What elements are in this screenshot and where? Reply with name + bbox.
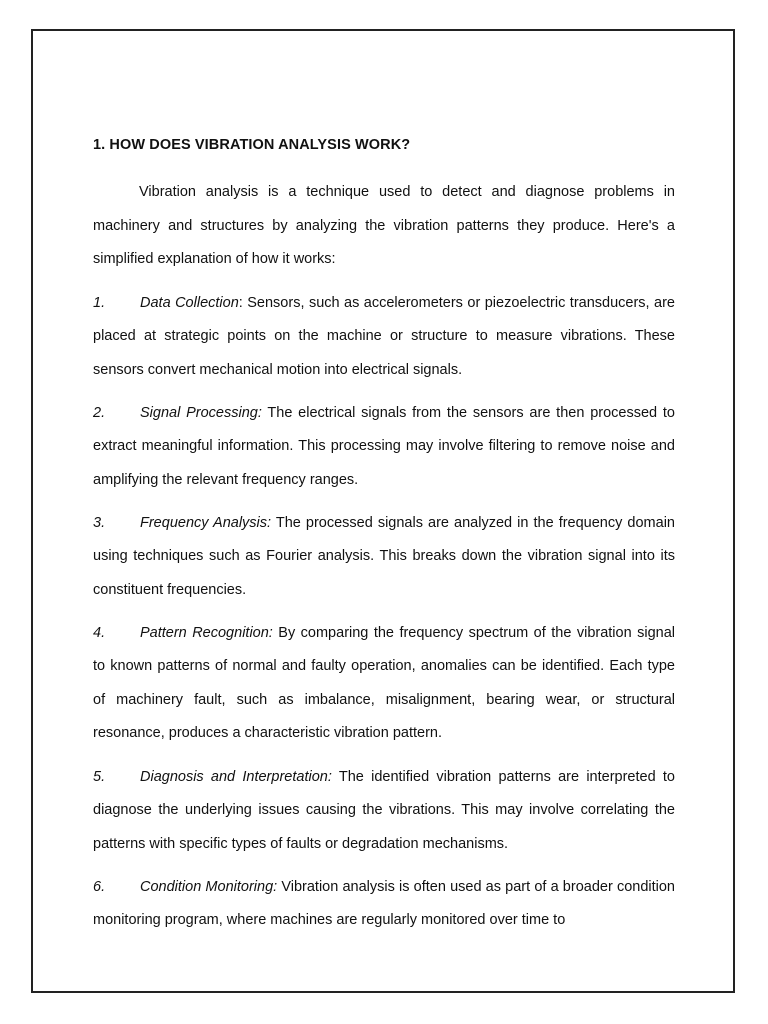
- list-item-text: Sensors, such as accelerometers or piezoelectric transducers, are placed at strategic points on the machine or structure to measure vibrations. These sensors convert mechanical motion into electrical signals.: [93, 295, 675, 378]
- intro-paragraph: Vibration analysis is a technique used to detect and diagnose problems in machinery and structures by analyzing the vibration patterns they produce. Here's a simplified explanation of how it works:: [93, 184, 675, 267]
- list-item-text: By comparing the frequency spectrum of the vibration signal to known patterns of normal and faulty operation, anomalies can be identified. Each type of machinery fault, such as imbalance, misalignment, bearing wear, or structural resonance, produces a characteristic vibration pattern.: [93, 625, 675, 741]
- list-item-text: The identified vibration patterns are interpreted to diagnose the underlying issues causing the vibrations. This may involve correlating the patterns with specific types of faults or degradation mechanisms.: [93, 769, 675, 852]
- list-item-number: 1.: [93, 295, 106, 311]
- list-item-number: 4.: [93, 625, 106, 641]
- list-item-text: The electrical signals from the sensors are then processed to extract meaningful information. This processing may involve filtering to remove noise and amplifying the relevant frequency ranges.: [93, 405, 675, 488]
- section-heading: 1. HOW DOES VIBRATION ANALYSIS WORK?: [93, 137, 411, 153]
- list-item-term: Condition Monitoring:: [140, 879, 278, 895]
- list-item-number: 3.: [93, 515, 106, 531]
- list-item-number: 6.: [93, 879, 106, 895]
- list-item-text: Vibration analysis is often used as part of a broader condition monitoring program, where machines are regularly monitored over time to: [93, 879, 675, 929]
- list-item-number: 2.: [93, 405, 106, 421]
- list-item-pattern-recognition: [93, 617, 675, 750]
- list-item-term: Frequency Analysis:: [140, 515, 272, 531]
- list-item-term: Diagnosis and Interpretation:: [140, 769, 332, 785]
- list-item-term: Signal Processing:: [140, 405, 262, 421]
- list-item-frequency-analysis: [93, 507, 675, 607]
- list-item-term: Pattern Recognition:: [140, 625, 273, 641]
- list-item-diagnosis: [93, 761, 675, 861]
- list-item-data-collection: [93, 287, 675, 387]
- list-item-condition-monitoring: [93, 871, 675, 938]
- list-item-signal-processing: [93, 397, 675, 497]
- list-item-text: The processed signals are analyzed in the frequency domain using techniques such as Fourier analysis. This breaks down the vibration signal into its constituent frequencies.: [93, 515, 675, 598]
- list-item-number: 5.: [93, 769, 106, 785]
- list-item-term: Data Collection: [140, 295, 239, 311]
- list-item-separator: :: [238, 295, 243, 311]
